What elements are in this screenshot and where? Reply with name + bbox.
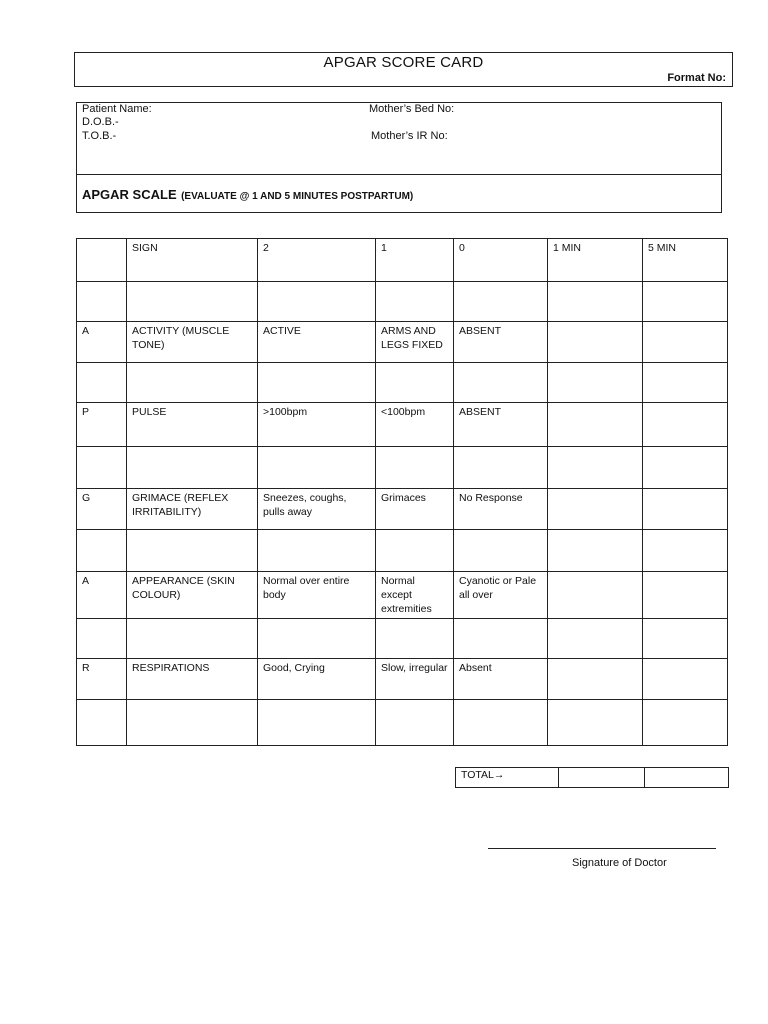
total-label-cell bbox=[456, 768, 559, 788]
table-row bbox=[77, 530, 728, 572]
min1-cell[interactable] bbox=[548, 700, 643, 746]
min5-cell[interactable] bbox=[643, 619, 728, 659]
score-0-cell: ABSENT bbox=[454, 403, 548, 447]
sign-cell bbox=[127, 447, 258, 489]
sign-cell: APPEARANCE (SKIN COLOUR) bbox=[127, 572, 258, 619]
letter-cell: A bbox=[77, 322, 127, 363]
header-cell: 2 bbox=[258, 239, 376, 282]
score-1-cell bbox=[376, 282, 454, 322]
table-row bbox=[77, 447, 728, 489]
min5-cell[interactable] bbox=[643, 700, 728, 746]
apgar-scale-title: APGAR SCALE bbox=[82, 187, 177, 202]
sign-cell bbox=[127, 530, 258, 572]
mothers-bed-no-label: Mother’s Bed No: bbox=[369, 103, 455, 115]
score-2-cell: Normal over entire body bbox=[258, 572, 376, 619]
dob-label: D.O.B.- bbox=[82, 116, 119, 128]
patient-info-box bbox=[76, 102, 722, 213]
sign-cell bbox=[127, 700, 258, 746]
min5-cell[interactable] bbox=[643, 572, 728, 619]
letter-cell bbox=[77, 363, 127, 403]
table-row bbox=[77, 659, 728, 700]
score-0-cell: Cyanotic or Pale all over bbox=[454, 572, 548, 619]
sign-cell: ACTIVITY (MUSCLE TONE) bbox=[127, 322, 258, 363]
min1-cell[interactable] bbox=[548, 447, 643, 489]
table-row bbox=[77, 363, 728, 403]
table-row bbox=[77, 700, 728, 746]
score-0-cell bbox=[454, 363, 548, 403]
min5-cell[interactable] bbox=[643, 659, 728, 700]
min5-cell[interactable] bbox=[643, 282, 728, 322]
sign-cell: GRIMACE (REFLEX IRRITABILITY) bbox=[127, 489, 258, 530]
apgar-scale-heading bbox=[82, 186, 413, 204]
min1-cell[interactable] bbox=[548, 322, 643, 363]
table-row bbox=[77, 282, 728, 322]
min1-cell[interactable] bbox=[548, 530, 643, 572]
score-2-cell bbox=[258, 447, 376, 489]
min5-cell[interactable] bbox=[643, 403, 728, 447]
min5-cell[interactable] bbox=[643, 489, 728, 530]
min1-cell[interactable] bbox=[548, 363, 643, 403]
score-1-cell bbox=[376, 363, 454, 403]
total-row bbox=[456, 768, 729, 788]
sign-cell bbox=[127, 619, 258, 659]
score-1-cell bbox=[376, 447, 454, 489]
letter-cell: A bbox=[77, 572, 127, 619]
tob-label: T.O.B.- bbox=[82, 130, 117, 142]
apgar-table bbox=[76, 238, 728, 746]
score-1-cell: Grimaces bbox=[376, 489, 454, 530]
score-0-cell: No Response bbox=[454, 489, 548, 530]
score-2-cell: >100bpm bbox=[258, 403, 376, 447]
min5-cell[interactable] bbox=[643, 530, 728, 572]
min1-cell[interactable] bbox=[548, 282, 643, 322]
header-cell: 1 MIN bbox=[548, 239, 643, 282]
letter-cell bbox=[77, 700, 127, 746]
score-0-cell: Absent bbox=[454, 659, 548, 700]
score-2-cell bbox=[258, 619, 376, 659]
letter-cell: G bbox=[77, 489, 127, 530]
score-2-cell bbox=[258, 700, 376, 746]
score-2-cell: Sneezes, coughs, pulls away bbox=[258, 489, 376, 530]
letter-cell bbox=[77, 619, 127, 659]
right-arrow-icon: → bbox=[493, 769, 505, 781]
score-2-cell bbox=[258, 530, 376, 572]
info-divider bbox=[77, 174, 721, 175]
sign-cell bbox=[127, 363, 258, 403]
letter-cell bbox=[77, 447, 127, 489]
sign-cell: RESPIRATIONS bbox=[127, 659, 258, 700]
header-cell: SIGN bbox=[127, 239, 258, 282]
letter-cell: R bbox=[77, 659, 127, 700]
score-0-cell: ABSENT bbox=[454, 322, 548, 363]
min1-cell[interactable] bbox=[548, 572, 643, 619]
table-row bbox=[77, 619, 728, 659]
total-label: TOTAL bbox=[461, 769, 494, 781]
patient-name-label: Patient Name: bbox=[82, 103, 152, 115]
header-cell: 5 MIN bbox=[643, 239, 728, 282]
letter-cell bbox=[77, 282, 127, 322]
score-0-cell bbox=[454, 447, 548, 489]
table-row bbox=[77, 322, 728, 363]
min1-cell[interactable] bbox=[548, 403, 643, 447]
score-1-cell: Normal except extremities bbox=[376, 572, 454, 619]
sign-cell: PULSE bbox=[127, 403, 258, 447]
table-row bbox=[77, 572, 728, 619]
score-2-cell: ACTIVE bbox=[258, 322, 376, 363]
score-0-cell bbox=[454, 700, 548, 746]
letter-cell: P bbox=[77, 403, 127, 447]
mothers-ir-no-label: Mother’s IR No: bbox=[371, 130, 448, 142]
score-1-cell bbox=[376, 619, 454, 659]
min5-cell[interactable] bbox=[643, 322, 728, 363]
header-cell: 1 bbox=[376, 239, 454, 282]
score-0-cell bbox=[454, 282, 548, 322]
header-cell: 0 bbox=[454, 239, 548, 282]
apgar-scale-subtitle: (EVALUATE @ 1 AND 5 MINUTES POSTPARTUM) bbox=[181, 191, 414, 202]
letter-cell bbox=[77, 530, 127, 572]
signature-line bbox=[488, 848, 716, 849]
score-0-cell bbox=[454, 530, 548, 572]
score-1-cell: <100bpm bbox=[376, 403, 454, 447]
total-table bbox=[455, 767, 729, 788]
score-2-cell bbox=[258, 282, 376, 322]
header-cell bbox=[77, 239, 127, 282]
score-1-cell: Slow, irregular bbox=[376, 659, 454, 700]
score-2-cell bbox=[258, 363, 376, 403]
title-box bbox=[74, 52, 733, 87]
sign-cell bbox=[127, 282, 258, 322]
min1-cell[interactable] bbox=[548, 489, 643, 530]
format-number-label: Format No: bbox=[667, 72, 726, 84]
min5-cell[interactable] bbox=[643, 363, 728, 403]
total-min5-cell[interactable] bbox=[645, 768, 729, 788]
score-0-cell bbox=[454, 619, 548, 659]
score-2-cell: Good, Crying bbox=[258, 659, 376, 700]
score-1-cell bbox=[376, 530, 454, 572]
table-row bbox=[77, 403, 728, 447]
score-1-cell: ARMS AND LEGS FIXED bbox=[376, 322, 454, 363]
table-header-row bbox=[77, 239, 728, 282]
min5-cell[interactable] bbox=[643, 447, 728, 489]
table-row bbox=[77, 489, 728, 530]
min1-cell[interactable] bbox=[548, 619, 643, 659]
min1-cell[interactable] bbox=[548, 659, 643, 700]
signature-label: Signature of Doctor bbox=[572, 857, 667, 869]
page-title: APGAR SCORE CARD bbox=[323, 54, 484, 71]
score-1-cell bbox=[376, 700, 454, 746]
total-min1-cell[interactable] bbox=[559, 768, 645, 788]
